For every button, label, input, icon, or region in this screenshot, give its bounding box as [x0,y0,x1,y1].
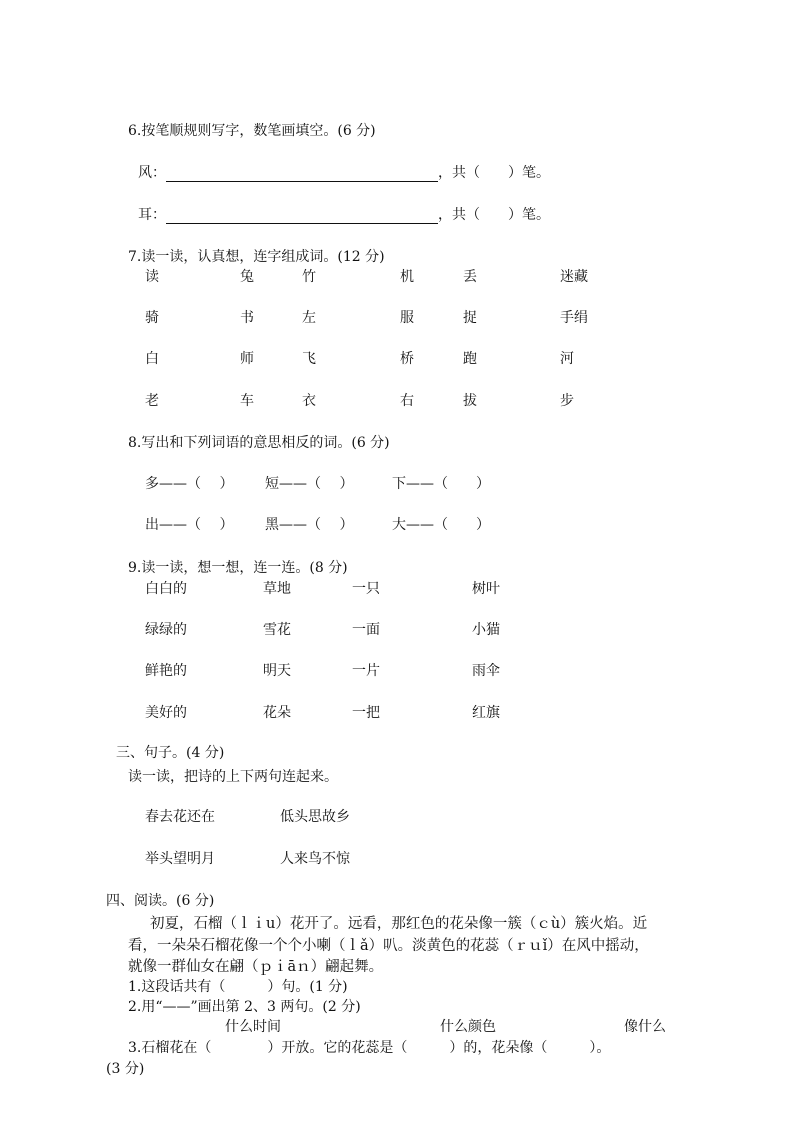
q7-character: 手绢 [560,310,588,326]
q6-title: 6.按笔顺规则写字，数笔画填空。(6 分) [128,123,376,139]
q7-character: 丢 [463,269,477,285]
q7-character: 骑 [145,310,159,326]
q7-character: 车 [240,393,254,409]
poem-line: 人来鸟不惊 [280,851,350,867]
q9-word: 一面 [352,622,380,638]
poem-line: 低头思故乡 [280,809,350,825]
q7-character: 右 [400,393,414,409]
q7-character: 步 [560,393,574,409]
q7-character: 迷藏 [560,269,588,285]
q7-character: 左 [302,310,316,326]
q9-word: 一只 [352,581,380,597]
q7-character: 跑 [463,351,477,367]
q9-word: 明天 [263,663,291,679]
q8-antonym-item: 短——（ ） [265,476,354,492]
q9-word: 鲜艳的 [145,663,187,679]
q7-character: 老 [145,393,159,409]
answer-line[interactable] [166,207,438,224]
hint-time: 什么时间 [225,1019,281,1035]
q7-character: 河 [560,351,574,367]
q9-word: 雨伞 [472,663,500,679]
q6-row-er [138,204,550,224]
q6-char: 风： [138,165,166,181]
q7-character: 师 [240,351,254,367]
q6-tail: ，共（ ）笔。 [438,207,550,223]
q9-word: 草地 [263,581,291,597]
q6-tail: ，共（ ）笔。 [438,165,550,181]
q7-character: 服 [400,310,414,326]
q8-antonym-item: 大——（ ） [392,517,490,533]
q9-word: 小猫 [472,622,500,638]
q6-char: 耳： [138,207,166,223]
q7-character: 白 [145,351,159,367]
q8-title: 8.写出和下列词语的意思相反的词。(6 分) [128,435,390,451]
poem-line: 春去花还在 [145,809,215,825]
q9-word: 红旗 [472,705,500,721]
q7-character: 竹 [302,269,316,285]
q9-word: 绿绿的 [145,622,187,638]
hint-like: 像什么 [624,1019,666,1035]
hint-color: 什么颜色 [440,1019,496,1035]
q9-word: 树叶 [472,581,500,597]
q8-antonym-item: 多——（ ） [145,476,234,492]
q9-word: 美好的 [145,705,187,721]
q7-character: 捉 [463,310,477,326]
q9-word: 一片 [352,663,380,679]
reading-line-3: 就像一群仙女在翩（ｐｉāｎ）翩起舞。 [128,959,384,975]
q9-word: 一把 [352,705,380,721]
section4-title: 四、阅读。(6 分) [106,893,215,909]
q9-word: 雪花 [263,622,291,638]
q8-antonym-item: 出——（ ） [145,517,234,533]
q7-character: 书 [240,310,254,326]
q9-title: 9.读一读，想一想，连一连。(8 分) [128,560,348,576]
answer-line[interactable] [166,165,438,182]
reading-q2: 2.用“——”画出第 2、3 两句。(2 分) [128,999,361,1015]
q7-character: 机 [400,269,414,285]
section3-title: 三、句子。(4 分) [116,745,225,761]
q7-character: 拔 [463,393,477,409]
section3-instruction: 读一读，把诗的上下两句连起来。 [128,769,338,785]
reading-q3: 3.石榴花在（ ）开放。它的花蕊是（ ）的，花朵像（ ）。 [128,1040,611,1056]
q7-character: 飞 [302,351,316,367]
poem-line: 举头望明月 [145,851,215,867]
q8-antonym-item: 下——（ ） [392,476,490,492]
q7-character: 衣 [302,393,316,409]
reading-q3-score: (3 分) [106,1061,145,1077]
reading-line-2: 看，一朵朵石榴花像一个个小喇（ｌǎ）叭。淡黄色的花蕊（ｒｕǐ）在风中摇动， [128,938,649,954]
q7-title: 7.读一读，认真想，连字组成词。(12 分) [128,249,385,265]
q9-word: 花朵 [263,705,291,721]
q7-character: 桥 [400,351,414,367]
q6-row-feng [138,162,550,182]
q7-character: 读 [145,269,159,285]
reading-line-1: 初夏，石榴（ｌｉu）花开了。远看，那红色的花朵像一簇（ｃù）簇火焰。近 [150,916,648,932]
q8-antonym-item: 黑——（ ） [265,517,354,533]
reading-q1: 1.这段话共有（ ）句。(1 分) [128,979,348,995]
q9-word: 白白的 [145,581,187,597]
q7-character: 兔 [240,269,254,285]
